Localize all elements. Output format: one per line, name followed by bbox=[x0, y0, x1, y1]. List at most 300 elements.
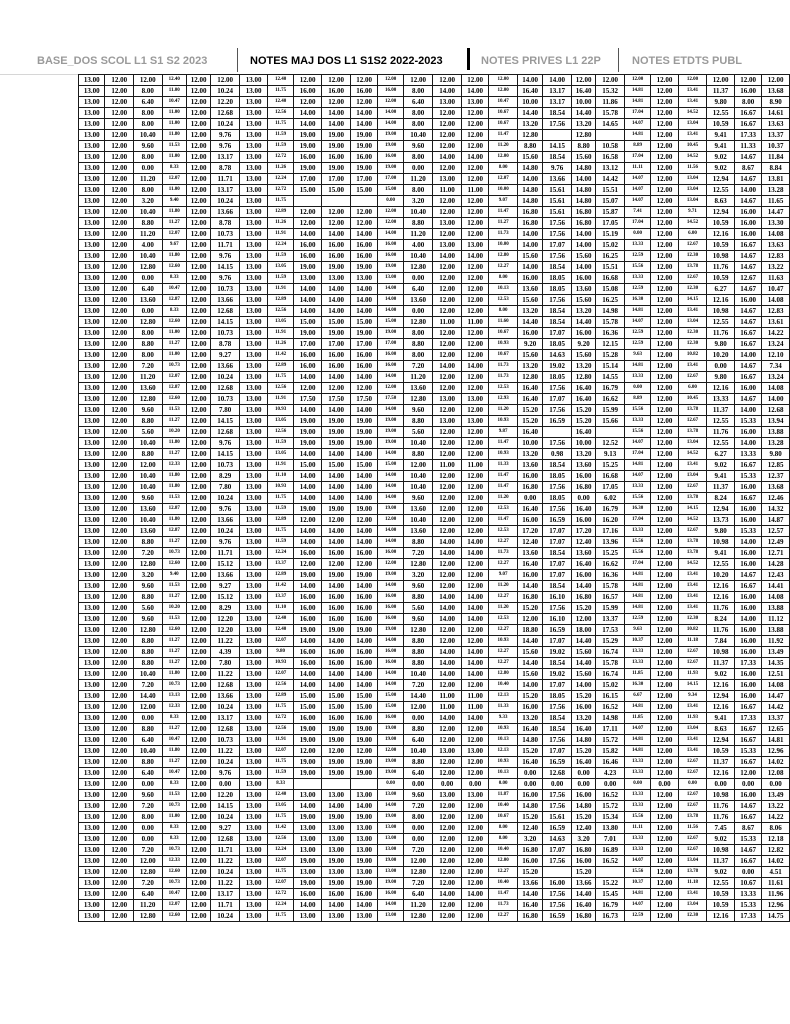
grade-cell[interactable]: 12.00 bbox=[651, 328, 679, 339]
grade-cell[interactable]: 11.91 bbox=[268, 328, 293, 339]
grade-cell[interactable]: 16.00 bbox=[571, 515, 595, 526]
grade-cell[interactable]: 13.66 bbox=[571, 878, 595, 889]
grade-cell[interactable]: 13.22 bbox=[762, 801, 790, 812]
grade-cell[interactable]: 16.00 bbox=[293, 647, 322, 658]
grade-cell[interactable]: 13.37 bbox=[596, 614, 625, 625]
grade-cell[interactable]: 12.00 bbox=[596, 75, 625, 86]
grade-cell[interactable]: 11.80 bbox=[162, 746, 186, 757]
grade-cell[interactable]: 16.00 bbox=[293, 548, 322, 559]
grade-cell[interactable]: 12.51 bbox=[762, 669, 790, 680]
grade-cell[interactable]: 9.27 bbox=[211, 581, 240, 592]
grade-cell[interactable]: 14.67 bbox=[734, 801, 762, 812]
grade-cell[interactable]: 12.00 bbox=[651, 911, 679, 922]
grade-cell[interactable]: 16.00 bbox=[322, 592, 351, 603]
grade-cell[interactable]: 16.00 bbox=[517, 702, 542, 713]
grade-cell[interactable]: 12.82 bbox=[762, 845, 790, 856]
grade-cell[interactable]: 12.00 bbox=[461, 768, 489, 779]
grade-cell[interactable]: 15.00 bbox=[293, 460, 322, 471]
grade-cell[interactable]: 7.20 bbox=[403, 680, 433, 691]
grade-cell[interactable]: 13.00 bbox=[239, 735, 268, 746]
grade-cell[interactable]: 6.40 bbox=[133, 97, 162, 108]
grade-cell[interactable]: 4.51 bbox=[762, 867, 790, 878]
grade-cell[interactable]: 15.56 bbox=[624, 493, 650, 504]
grade-cell[interactable]: 12.72 bbox=[268, 713, 293, 724]
grade-cell[interactable]: 12.00 bbox=[186, 141, 210, 152]
grade-cell[interactable]: 16.00 bbox=[734, 691, 762, 702]
grade-cell[interactable]: 13.33 bbox=[624, 647, 650, 658]
grade-cell[interactable]: 11.20 bbox=[489, 405, 518, 416]
grade-cell[interactable]: 14.00 bbox=[571, 229, 595, 240]
grade-cell[interactable]: 12.00 bbox=[461, 867, 489, 878]
grade-cell[interactable]: 8.00 bbox=[133, 350, 162, 361]
grade-cell[interactable]: 14.00 bbox=[293, 493, 322, 504]
grade-cell[interactable]: 3.20 bbox=[133, 570, 162, 581]
grade-cell[interactable]: 13.00 bbox=[239, 306, 268, 317]
grade-cell[interactable]: 12.00 bbox=[461, 207, 489, 218]
grade-cell[interactable]: 12.00 bbox=[105, 350, 134, 361]
grade-cell[interactable]: 9.41 bbox=[707, 141, 735, 152]
grade-cell[interactable]: 11.73 bbox=[489, 548, 518, 559]
grade-cell[interactable]: 17.04 bbox=[624, 515, 650, 526]
grade-cell[interactable]: 19.00 bbox=[322, 856, 351, 867]
grade-cell[interactable]: 11.18 bbox=[678, 636, 707, 647]
grade-cell[interactable]: 19.00 bbox=[350, 878, 378, 889]
grade-cell[interactable]: 12.00 bbox=[186, 493, 210, 504]
grade-cell[interactable]: 14.80 bbox=[571, 196, 595, 207]
grade-cell[interactable]: 14.00 bbox=[322, 482, 351, 493]
grade-cell[interactable]: 12.72 bbox=[268, 185, 293, 196]
grade-cell[interactable]: 19.00 bbox=[293, 570, 322, 581]
grade-cell[interactable]: 12.00 bbox=[105, 900, 134, 911]
grade-cell[interactable]: 18.00 bbox=[571, 625, 595, 636]
grade-cell[interactable]: 12.00 bbox=[433, 724, 462, 735]
grade-cell[interactable]: 12.00 bbox=[678, 75, 707, 86]
grade-cell[interactable]: 11.20 bbox=[403, 229, 433, 240]
grade-cell[interactable]: 13.00 bbox=[79, 504, 105, 515]
grade-cell[interactable]: 14.00 bbox=[461, 889, 489, 900]
grade-cell[interactable]: 13.00 bbox=[79, 691, 105, 702]
grade-cell[interactable]: 11.00 bbox=[162, 812, 186, 823]
grade-cell[interactable]: 12.00 bbox=[461, 427, 489, 438]
grade-cell[interactable]: 12.00 bbox=[651, 680, 679, 691]
grade-cell[interactable]: 12.00 bbox=[461, 504, 489, 515]
grade-cell[interactable]: 14.00 bbox=[543, 75, 572, 86]
grade-cell[interactable]: 13.00 bbox=[433, 218, 462, 229]
grade-cell[interactable]: 14.67 bbox=[734, 251, 762, 262]
grade-cell[interactable]: 7.45 bbox=[707, 823, 735, 834]
grade-cell[interactable]: 8.06 bbox=[762, 823, 790, 834]
grade-cell[interactable]: 14.00 bbox=[378, 229, 403, 240]
grade-cell[interactable]: 14.00 bbox=[350, 471, 378, 482]
grade-cell[interactable]: 16.00 bbox=[322, 647, 351, 658]
grade-cell[interactable]: 8.00 bbox=[403, 185, 433, 196]
grade-cell[interactable]: 12.60 bbox=[162, 262, 186, 273]
grade-cell[interactable]: 13.60 bbox=[571, 284, 595, 295]
grade-cell[interactable]: 9.60 bbox=[403, 141, 433, 152]
grade-cell[interactable]: 14.80 bbox=[517, 801, 542, 812]
grade-cell[interactable]: 3.20 bbox=[133, 196, 162, 207]
grade-cell[interactable]: 7.20 bbox=[403, 845, 433, 856]
grade-cell[interactable]: 12.56 bbox=[268, 306, 293, 317]
grade-cell[interactable]: 16.15 bbox=[596, 691, 625, 702]
grade-cell[interactable]: 12.00 bbox=[186, 185, 210, 196]
grade-cell[interactable]: 11.75 bbox=[268, 526, 293, 537]
grade-cell[interactable]: 12.00 bbox=[186, 746, 210, 757]
grade-cell[interactable]: 12.00 bbox=[433, 130, 462, 141]
grade-cell[interactable]: 14.07 bbox=[624, 438, 650, 449]
grade-cell[interactable]: 14.00 bbox=[350, 284, 378, 295]
grade-cell[interactable]: 16.00 bbox=[571, 570, 595, 581]
grade-cell[interactable]: 12.33 bbox=[162, 460, 186, 471]
grade-cell[interactable]: 14.00 bbox=[378, 636, 403, 647]
grade-cell[interactable]: 10.93 bbox=[489, 339, 518, 350]
grade-cell[interactable]: 12.00 bbox=[186, 75, 210, 86]
grade-cell[interactable]: 0.00 bbox=[624, 383, 650, 394]
grade-cell[interactable]: 13.00 bbox=[239, 251, 268, 262]
grade-cell[interactable]: 12.00 bbox=[186, 603, 210, 614]
grade-cell[interactable]: 15.19 bbox=[596, 229, 625, 240]
grade-cell[interactable]: 12.00 bbox=[433, 471, 462, 482]
grade-cell[interactable]: 13.00 bbox=[79, 768, 105, 779]
grade-cell[interactable]: 12.27 bbox=[489, 867, 518, 878]
grade-cell[interactable]: 11.75 bbox=[268, 119, 293, 130]
grade-cell[interactable]: 8.00 bbox=[133, 119, 162, 130]
grade-cell[interactable]: 16.10 bbox=[543, 614, 572, 625]
grade-cell[interactable]: 14.00 bbox=[322, 372, 351, 383]
grade-cell[interactable]: 12.00 bbox=[433, 163, 462, 174]
grade-cell[interactable]: 13.05 bbox=[268, 317, 293, 328]
grade-cell[interactable]: 4.23 bbox=[596, 768, 625, 779]
grade-cell[interactable]: 15.60 bbox=[517, 152, 542, 163]
grade-cell[interactable]: 13.68 bbox=[762, 86, 790, 97]
grade-cell[interactable]: 19.00 bbox=[322, 625, 351, 636]
grade-cell[interactable]: 19.00 bbox=[378, 504, 403, 515]
grade-cell[interactable]: 14.28 bbox=[762, 559, 790, 570]
grade-cell[interactable]: 11.59 bbox=[268, 537, 293, 548]
grade-cell[interactable]: 9.80 bbox=[762, 449, 790, 460]
grade-cell[interactable] bbox=[322, 779, 351, 790]
grade-cell[interactable]: 12.00 bbox=[461, 273, 489, 284]
grade-cell[interactable]: 12.00 bbox=[651, 108, 679, 119]
grade-cell[interactable]: 13.00 bbox=[79, 229, 105, 240]
grade-cell[interactable]: 11.75 bbox=[268, 812, 293, 823]
grade-cell[interactable]: 14.00 bbox=[322, 526, 351, 537]
grade-cell[interactable]: 16.00 bbox=[350, 350, 378, 361]
grade-cell[interactable]: 16.59 bbox=[543, 416, 572, 427]
grade-cell[interactable]: 12.00 bbox=[186, 889, 210, 900]
grade-cell[interactable]: 12.00 bbox=[105, 570, 134, 581]
grade-cell[interactable]: 12.00 bbox=[651, 229, 679, 240]
grade-cell[interactable]: 13.00 bbox=[79, 427, 105, 438]
grade-cell[interactable]: 13.66 bbox=[211, 295, 240, 306]
grade-cell[interactable]: 12.00 bbox=[651, 768, 679, 779]
grade-cell[interactable]: 10.24 bbox=[211, 196, 240, 207]
grade-cell[interactable]: 12.00 bbox=[186, 625, 210, 636]
grade-cell[interactable]: 11.65 bbox=[762, 196, 790, 207]
grade-cell[interactable]: 13.04 bbox=[678, 438, 707, 449]
grade-cell[interactable]: 11.47 bbox=[489, 130, 518, 141]
grade-cell[interactable]: 13.33 bbox=[624, 845, 650, 856]
grade-cell[interactable]: 0.00 bbox=[403, 834, 433, 845]
grade-cell[interactable]: 13.00 bbox=[79, 724, 105, 735]
grade-cell[interactable]: 16.59 bbox=[543, 911, 572, 922]
grade-cell[interactable]: 15.56 bbox=[624, 537, 650, 548]
grade-cell[interactable]: 13.00 bbox=[461, 746, 489, 757]
grade-cell[interactable]: 12.53 bbox=[489, 383, 518, 394]
grade-cell[interactable]: 9.41 bbox=[707, 130, 735, 141]
grade-cell[interactable]: 13.04 bbox=[678, 119, 707, 130]
grade-cell[interactable]: 0.00 bbox=[378, 196, 403, 207]
grade-cell[interactable]: 12.56 bbox=[268, 383, 293, 394]
grade-cell[interactable]: 12.15 bbox=[596, 339, 625, 350]
grade-cell[interactable]: 10.24 bbox=[211, 757, 240, 768]
grade-cell[interactable]: 0.00 bbox=[133, 823, 162, 834]
grade-cell[interactable]: 12.00 bbox=[186, 504, 210, 515]
grade-cell[interactable]: 13.00 bbox=[239, 823, 268, 834]
grade-cell[interactable]: 12.00 bbox=[105, 86, 134, 97]
grade-cell[interactable]: 16.80 bbox=[517, 218, 542, 229]
grade-cell[interactable]: 11.91 bbox=[268, 394, 293, 405]
grade-cell[interactable]: 12.00 bbox=[186, 273, 210, 284]
grade-cell[interactable]: 15.99 bbox=[596, 405, 625, 416]
grade-cell[interactable]: 14.52 bbox=[678, 152, 707, 163]
grade-cell[interactable]: 15.33 bbox=[734, 416, 762, 427]
grade-cell[interactable]: 15.82 bbox=[596, 746, 625, 757]
grade-cell[interactable]: 12.20 bbox=[211, 97, 240, 108]
grade-cell[interactable]: 13.00 bbox=[322, 823, 351, 834]
grade-cell[interactable]: 13.41 bbox=[678, 889, 707, 900]
grade-cell[interactable]: 15.20 bbox=[571, 405, 595, 416]
grade-cell[interactable]: 15.20 bbox=[517, 603, 542, 614]
grade-cell[interactable]: 13.00 bbox=[79, 801, 105, 812]
grade-cell[interactable]: 11.86 bbox=[596, 97, 625, 108]
grade-cell[interactable]: 18.05 bbox=[543, 471, 572, 482]
grade-cell[interactable]: 11.27 bbox=[162, 636, 186, 647]
grade-cell[interactable]: 12.00 bbox=[433, 306, 462, 317]
grade-cell[interactable]: 13.00 bbox=[79, 614, 105, 625]
grade-cell[interactable]: 12.00 bbox=[433, 625, 462, 636]
grade-cell[interactable]: 16.57 bbox=[596, 592, 625, 603]
grade-cell[interactable]: 10.93 bbox=[489, 636, 518, 647]
grade-cell[interactable]: 12.00 bbox=[186, 218, 210, 229]
grade-cell[interactable]: 8.00 bbox=[133, 86, 162, 97]
grade-cell[interactable]: 14.40 bbox=[517, 317, 542, 328]
grade-cell[interactable]: 11.75 bbox=[268, 702, 293, 713]
grade-cell[interactable]: 7.84 bbox=[707, 636, 735, 647]
grade-cell[interactable]: 15.20 bbox=[571, 416, 595, 427]
grade-cell[interactable]: 16.40 bbox=[571, 86, 595, 97]
grade-cell[interactable]: 14.61 bbox=[762, 108, 790, 119]
grade-cell[interactable]: 17.56 bbox=[543, 405, 572, 416]
grade-cell[interactable]: 14.15 bbox=[211, 416, 240, 427]
grade-cell[interactable]: 12.07 bbox=[162, 229, 186, 240]
grade-cell[interactable]: 14.00 bbox=[734, 350, 762, 361]
grade-cell[interactable]: 9.60 bbox=[133, 614, 162, 625]
grade-cell[interactable]: 9.07 bbox=[489, 196, 518, 207]
grade-cell[interactable]: 12.00 bbox=[105, 856, 134, 867]
grade-cell[interactable]: 0.00 bbox=[461, 779, 489, 790]
grade-cell[interactable]: 11.75 bbox=[268, 867, 293, 878]
grade-cell[interactable]: 14.00 bbox=[433, 86, 462, 97]
grade-cell[interactable]: 14.07 bbox=[624, 185, 650, 196]
grade-cell[interactable]: 11.75 bbox=[268, 757, 293, 768]
grade-cell[interactable]: 9.07 bbox=[489, 570, 518, 581]
grade-cell[interactable]: 11.76 bbox=[707, 262, 735, 273]
grade-cell[interactable]: 12.59 bbox=[624, 328, 650, 339]
grade-cell[interactable]: 10.58 bbox=[596, 141, 625, 152]
grade-cell[interactable]: 14.81 bbox=[624, 460, 650, 471]
grade-cell[interactable]: 12.80 bbox=[133, 559, 162, 570]
grade-cell[interactable]: 11.00 bbox=[162, 108, 186, 119]
grade-cell[interactable]: 14.00 bbox=[350, 405, 378, 416]
grade-cell[interactable]: 12.00 bbox=[433, 482, 462, 493]
grade-cell[interactable]: 11.93 bbox=[678, 713, 707, 724]
grade-cell[interactable]: 12.00 bbox=[433, 636, 462, 647]
grade-cell[interactable]: 12.00 bbox=[461, 724, 489, 735]
grade-cell[interactable]: 12.00 bbox=[403, 856, 433, 867]
grade-cell[interactable]: 12.00 bbox=[378, 559, 403, 570]
grade-cell[interactable]: 12.00 bbox=[651, 471, 679, 482]
grade-cell[interactable]: 10.40 bbox=[133, 130, 162, 141]
grade-cell[interactable]: 14.02 bbox=[762, 757, 790, 768]
grade-cell[interactable]: 8.80 bbox=[133, 592, 162, 603]
grade-cell[interactable]: 19.00 bbox=[322, 163, 351, 174]
grade-cell[interactable]: 14.00 bbox=[350, 493, 378, 504]
grade-cell[interactable]: 12.00 bbox=[651, 284, 679, 295]
grade-cell[interactable]: 12.00 bbox=[186, 790, 210, 801]
grade-cell[interactable]: 10.47 bbox=[162, 735, 186, 746]
grade-cell[interactable]: 11.10 bbox=[268, 471, 293, 482]
grade-cell[interactable]: 10.47 bbox=[162, 284, 186, 295]
grade-cell[interactable]: 11.22 bbox=[211, 636, 240, 647]
grade-cell[interactable]: 14.00 bbox=[378, 581, 403, 592]
grade-cell[interactable]: 12.71 bbox=[762, 548, 790, 559]
grade-cell[interactable]: 16.00 bbox=[322, 658, 351, 669]
grade-cell[interactable]: 16.40 bbox=[517, 383, 542, 394]
grade-cell[interactable]: 13.00 bbox=[79, 108, 105, 119]
grade-cell[interactable]: 0.00 bbox=[707, 779, 735, 790]
grade-cell[interactable]: 16.00 bbox=[571, 702, 595, 713]
grade-cell[interactable]: 15.00 bbox=[293, 185, 322, 196]
grade-cell[interactable]: 11.53 bbox=[162, 790, 186, 801]
grade-cell[interactable]: 11.96 bbox=[762, 889, 790, 900]
grade-cell[interactable]: 13.00 bbox=[79, 295, 105, 306]
grade-cell[interactable]: 13.41 bbox=[678, 746, 707, 757]
grade-cell[interactable]: 15.99 bbox=[596, 603, 625, 614]
grade-cell[interactable]: 14.00 bbox=[378, 372, 403, 383]
grade-cell[interactable]: 12.00 bbox=[433, 295, 462, 306]
grade-cell[interactable]: 12.00 bbox=[433, 845, 462, 856]
grade-cell[interactable]: 15.33 bbox=[734, 526, 762, 537]
grade-cell[interactable]: 13.33 bbox=[624, 658, 650, 669]
grade-cell[interactable]: 12.80 bbox=[517, 372, 542, 383]
grade-cell[interactable]: 12.00 bbox=[105, 812, 134, 823]
grade-cell[interactable]: 12.00 bbox=[350, 207, 378, 218]
grade-cell[interactable]: 17.56 bbox=[543, 603, 572, 614]
grade-cell[interactable]: 19.00 bbox=[378, 416, 403, 427]
grade-cell[interactable]: 11.91 bbox=[268, 284, 293, 295]
grade-cell[interactable]: 14.35 bbox=[762, 658, 790, 669]
grade-cell[interactable]: 13.00 bbox=[239, 174, 268, 185]
grade-cell[interactable]: 19.00 bbox=[293, 130, 322, 141]
grade-cell[interactable]: 13.00 bbox=[239, 482, 268, 493]
grade-cell[interactable]: 10.67 bbox=[734, 878, 762, 889]
grade-cell[interactable]: 12.00 bbox=[105, 658, 134, 669]
grade-cell[interactable]: 12.00 bbox=[433, 867, 462, 878]
grade-cell[interactable]: 12.00 bbox=[433, 735, 462, 746]
grade-cell[interactable]: 12.00 bbox=[105, 768, 134, 779]
grade-cell[interactable]: 14.40 bbox=[517, 658, 542, 669]
grade-cell[interactable]: 10.59 bbox=[707, 900, 735, 911]
grade-cell[interactable]: 12.67 bbox=[678, 526, 707, 537]
grade-cell[interactable]: 8.00 bbox=[133, 108, 162, 119]
grade-cell[interactable]: 8.33 bbox=[162, 834, 186, 845]
grade-cell[interactable]: 12.30 bbox=[678, 339, 707, 350]
grade-cell[interactable]: 12.00 bbox=[461, 350, 489, 361]
grade-cell[interactable]: 14.00 bbox=[433, 614, 462, 625]
grade-cell[interactable]: 16.00 bbox=[350, 592, 378, 603]
grade-cell[interactable]: 16.00 bbox=[517, 328, 542, 339]
grade-cell[interactable]: 9.60 bbox=[403, 614, 433, 625]
grade-cell[interactable]: 12.00 bbox=[651, 493, 679, 504]
grade-cell[interactable]: 12.00 bbox=[186, 163, 210, 174]
tab-notes-prives[interactable]: NOTES PRIVES L1 22P bbox=[481, 55, 601, 67]
grade-cell[interactable]: 16.67 bbox=[734, 757, 762, 768]
grade-cell[interactable]: 14.65 bbox=[596, 119, 625, 130]
grade-cell[interactable]: 14.00 bbox=[461, 251, 489, 262]
grade-cell[interactable]: 13.00 bbox=[239, 416, 268, 427]
grade-cell[interactable]: 16.00 bbox=[378, 361, 403, 372]
grade-cell[interactable]: 3.20 bbox=[571, 834, 595, 845]
grade-cell[interactable]: 13.00 bbox=[79, 460, 105, 471]
grade-cell[interactable]: 13.73 bbox=[707, 515, 735, 526]
grade-cell[interactable]: 10.20 bbox=[162, 427, 186, 438]
grade-cell[interactable]: 19.00 bbox=[293, 163, 322, 174]
grade-cell[interactable]: 13.41 bbox=[678, 460, 707, 471]
grade-cell[interactable]: 7.20 bbox=[403, 548, 433, 559]
grade-cell[interactable]: 8.89 bbox=[624, 141, 650, 152]
grade-cell[interactable]: 12.00 bbox=[105, 845, 134, 856]
grade-cell[interactable]: 16.30 bbox=[624, 295, 650, 306]
grade-cell[interactable]: 12.80 bbox=[133, 625, 162, 636]
grade-cell[interactable]: 16.00 bbox=[734, 504, 762, 515]
grade-cell[interactable]: 12.18 bbox=[762, 834, 790, 845]
grade-cell[interactable]: 12.00 bbox=[105, 537, 134, 548]
grade-cell[interactable]: 13.04 bbox=[678, 174, 707, 185]
grade-cell[interactable]: 19.00 bbox=[378, 438, 403, 449]
grade-cell[interactable]: 14.15 bbox=[678, 295, 707, 306]
grade-cell[interactable]: 12.00 bbox=[651, 218, 679, 229]
grade-cell[interactable]: 13.00 bbox=[79, 317, 105, 328]
grade-cell[interactable]: 11.56 bbox=[678, 163, 707, 174]
grade-cell[interactable]: 12.59 bbox=[624, 339, 650, 350]
grade-cell[interactable]: 15.20 bbox=[571, 867, 595, 878]
grade-cell[interactable]: 17.33 bbox=[734, 130, 762, 141]
grade-cell[interactable]: 14.00 bbox=[461, 548, 489, 559]
grade-cell[interactable]: 15.61 bbox=[543, 207, 572, 218]
grade-cell[interactable]: 12.00 bbox=[105, 625, 134, 636]
grade-cell[interactable]: 13.00 bbox=[350, 823, 378, 834]
grade-cell[interactable]: 10.13 bbox=[489, 284, 518, 295]
grade-cell[interactable]: 12.00 bbox=[105, 174, 134, 185]
grade-cell[interactable]: 14.08 bbox=[762, 680, 790, 691]
grade-cell[interactable] bbox=[293, 779, 322, 790]
grade-cell[interactable]: 12.00 bbox=[461, 141, 489, 152]
grade-cell[interactable]: 13.37 bbox=[268, 592, 293, 603]
grade-cell[interactable]: 12.00 bbox=[461, 515, 489, 526]
grade-cell[interactable]: 16.00 bbox=[322, 251, 351, 262]
grade-cell[interactable]: 14.07 bbox=[624, 119, 650, 130]
